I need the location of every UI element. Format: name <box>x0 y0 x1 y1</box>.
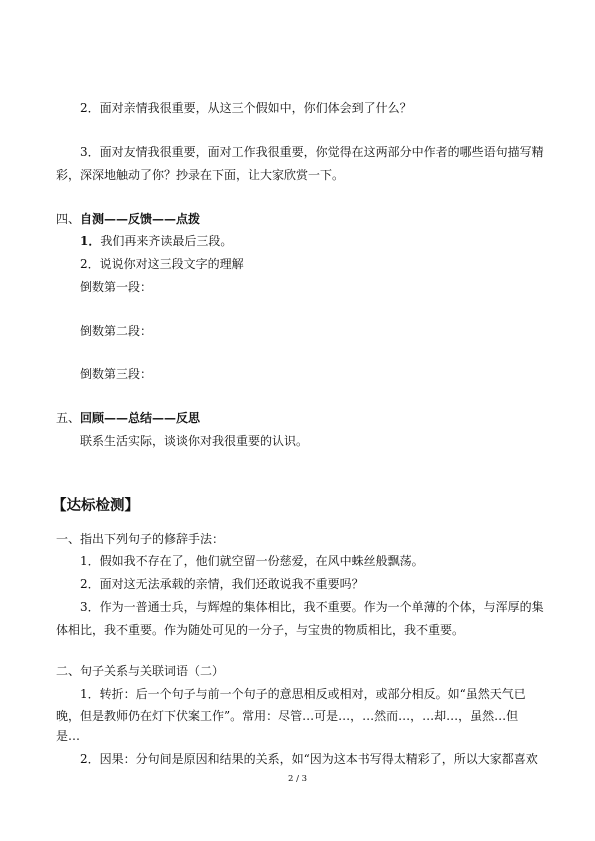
part-2-item-2-line1: 2．因果：分句间是原因和结果的关系，如“因为这本书写得太精彩了，所以大家都喜欢 <box>80 752 538 766</box>
paragraph-last-2: 倒数第二段： <box>80 324 153 338</box>
part-1-sentence-3-line2: 体相比，我不重要。作为随处可见的一分子，与宝贵的物质相比，我不重要。 <box>56 623 465 637</box>
paragraph-last-3: 倒数第三段： <box>80 367 153 381</box>
section-4-item-1 <box>80 233 232 249</box>
section-4-heading <box>56 211 200 227</box>
question-3-line2: 彩，深深地触动了你？抄录在下面，让大家欣赏一下。 <box>56 168 345 182</box>
part-1-sentence-2: 2．面对这无法承载的亲情，我们还敢说我不重要吗？ <box>80 577 364 591</box>
part-1-sentence-1: 1．假如我不存在了，他们就空留一份慈爱，在风中蛛丝般飘荡。 <box>80 554 424 568</box>
question-3-line1: 3．面对友情我很重要，面对工作我很重要，你觉得在这两部分中作者的哪些语句描写精 <box>80 145 544 159</box>
section-4-item-2: 2．说说你对这三段文字的理解 <box>80 257 244 271</box>
section-5-heading <box>56 410 200 426</box>
item-1-text: 我们再来齐读最后三段。 <box>100 234 233 248</box>
check-title: 【达标检测】 <box>52 497 139 514</box>
section-4-title: 自测——反馈——点拨 <box>80 212 201 226</box>
page-number: 2 / 3 <box>287 774 308 784</box>
part-2-item-1-line2: 晚，但是教师仍在灯下伏案工作”。常用：尽管…可是…，…然而…，…却…，虽然…但 <box>56 709 519 723</box>
section-5-text: 联系生活实际，谈谈你对我很重要的认识。 <box>80 434 309 448</box>
part-2-item-1-line1: 1．转折：后一个句子与前一个句子的意思相反或相对，或部分相反。如“虽然天气已 <box>80 687 526 701</box>
part-2-heading: 二、句子关系与关联词语（二） <box>56 664 225 678</box>
section-5-number: 五、 <box>56 411 81 425</box>
paragraph-last-1: 倒数第一段： <box>80 280 153 294</box>
item-1-number: 1． <box>80 234 101 248</box>
section-4-number: 四、 <box>56 212 81 226</box>
part-2-item-1-line3: 是… <box>56 729 81 743</box>
part-1-heading: 一、指出下列句子的修辞手法： <box>56 532 225 546</box>
question-2: 2．面对亲情我很重要，从这三个假如中，你们体会到了什么？ <box>80 101 412 115</box>
section-5-title: 回顾——总结——反思 <box>80 411 201 425</box>
part-1-sentence-3-line1: 3．作为一普通士兵，与辉煌的集体相比，我不重要。作为一个单薄的个体，与浑厚的集 <box>80 600 544 614</box>
